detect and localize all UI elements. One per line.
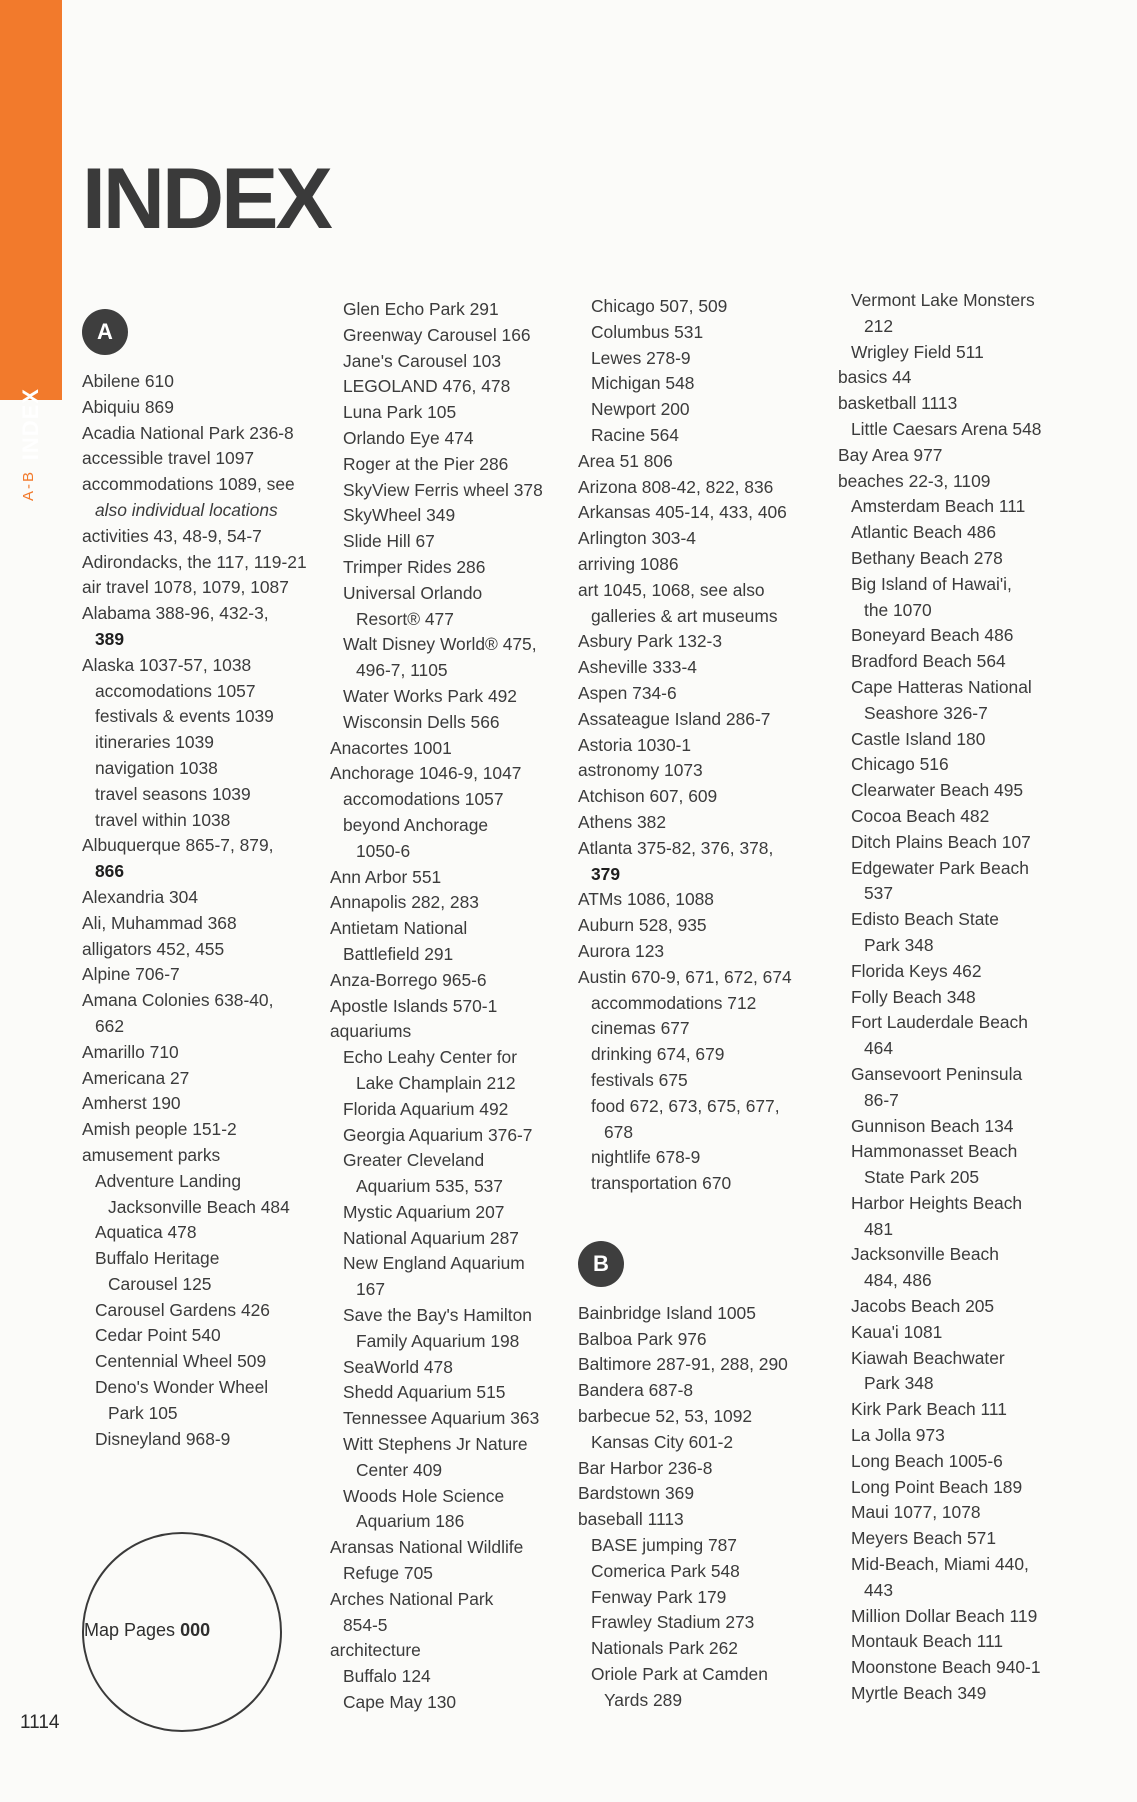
index-entry: Jacksonville Beach [851,1244,999,1265]
index-entry: Kaua'i 1081 [851,1321,943,1342]
index-entry: Austin 670-9, 671, 672, 674 [578,966,792,987]
index-entry: 484, 486 [864,1270,932,1291]
index-entry: Athens 382 [578,811,666,832]
index-side-tab-label: INDEX [18,388,43,461]
index-entry: Bradford Beach 564 [851,651,1006,672]
index-entry: 496-7, 1105 [356,660,448,681]
index-entry: Jane's Carousel 103 [343,350,502,371]
index-entry: Wrigley Field 511 [851,341,984,362]
index-entry: Vermont Lake Monsters [851,290,1035,310]
index-entry: Kirk Park Beach 111 [851,1399,1007,1420]
index-entry: 379 [591,863,621,884]
index-entry: Disneyland 968-9 [95,1428,231,1449]
page-number: 1114 [20,1712,60,1733]
index-entry: Maui 1077, 1078 [851,1502,981,1523]
index-entry: Alpine 706-7 [82,964,180,985]
index-entry: Hammonasset Beach [851,1141,1018,1162]
index-entry: Albuquerque 865-7, 879, [82,835,274,856]
index-entry: Arlington 303-4 [578,528,696,549]
index-entry: astronomy 1073 [578,760,703,781]
index-entry: Anchorage 1046-9, 1047 [330,763,522,784]
index-entry: 481 [864,1218,894,1239]
index-entry: Georgia Aquarium 376-7 [343,1124,533,1145]
index-entry: Area 51 806 [578,450,673,471]
index-entry: festivals 675 [591,1069,688,1090]
index-entry: transportation 670 [591,1173,732,1194]
index-entry: Bay Area 977 [838,444,943,465]
index-entry: State Park 205 [864,1167,980,1188]
index-entry: Gansevoort Peninsula [851,1063,1023,1084]
index-entry: galleries & art museums [591,605,778,626]
index-column-3 [578,294,823,1714]
index-entry: Baltimore 287-91, 288, 290 [578,1354,788,1375]
index-entry: accomodations 1057 [95,680,256,701]
index-entry: travel seasons 1039 [95,783,251,804]
index-entry: Balboa Park 976 [578,1328,707,1349]
map-pages-number: 000 [180,1620,211,1640]
index-entry: Mystic Aquarium 207 [343,1201,505,1222]
index-side-tab [0,0,62,400]
index-entry: Greater Cleveland [343,1150,485,1171]
index-entry: Nationals Park 262 [591,1638,738,1659]
index-entry: Shedd Aquarium 515 [343,1382,506,1403]
index-entry: 854-5 [343,1614,388,1635]
index-entry: Castle Island 180 [851,728,986,749]
index-entry: 537 [864,883,894,904]
index-entry: accommodations 1089, see [82,474,295,495]
index-entry: 678 [604,1121,634,1142]
index-entry: Aurora 123 [578,940,665,961]
index-entry: Montauk Beach 111 [851,1631,1004,1652]
index-entry: Trimper Rides 286 [343,556,486,577]
index-entry: Centennial Wheel 509 [95,1351,267,1372]
index-entry: BASE jumping 787 [591,1535,737,1556]
index-entry: Slide Hill 67 [343,531,435,552]
index-entry: Park 348 [864,1373,934,1394]
index-entry: Carousel Gardens 426 [95,1299,270,1320]
index-entry: Fenway Park 179 [591,1586,727,1607]
index-entry: arriving 1086 [578,553,679,574]
index-entry: Asbury Park 132-3 [578,631,723,652]
index-entry: architecture [330,1640,421,1661]
index-entry: Glen Echo Park 291 [343,299,499,319]
index-entry: Boneyard Beach 486 [851,625,1014,646]
index-entry: festivals & events 1039 [95,706,274,727]
index-entry: Alabama 388-96, 432-3, [82,603,269,624]
index-entry: Chicago 516 [851,754,949,775]
index-entry: Lake Champlain 212 [356,1072,516,1093]
index-entry: Michigan 548 [591,373,695,394]
index-entry: Asheville 333-4 [578,657,697,678]
index-entry: LEGOLAND 476, 478 [343,376,511,397]
index-entry: Assateague Island 286-7 [578,708,771,729]
index-entry: navigation 1038 [95,757,218,778]
index-entry: 866 [95,861,125,882]
index-entry: nightlife 678-9 [591,1147,701,1168]
index-entry: Kansas City 601-2 [591,1431,734,1452]
index-column-1 [82,305,327,1452]
index-entry: Acadia National Park 236-8 [82,422,294,443]
index-entry: Yards 289 [604,1689,682,1710]
index-entry: Annapolis 282, 283 [330,892,479,913]
index-entry: Center 409 [356,1459,443,1480]
index-entry: Roger at the Pier 286 [343,453,509,474]
index-entry: Ann Arbor 551 [330,866,442,887]
index-entry: Cocoa Beach 482 [851,805,990,826]
index-entry: Aspen 734-6 [578,682,677,703]
index-entry: baseball 1113 [578,1509,684,1530]
index-entry: Atchison 607, 609 [578,786,718,807]
index-entry: Newport 200 [591,399,690,420]
index-entry: Resort® 477 [356,608,454,629]
index-entry: Battlefield 291 [343,943,454,964]
index-entry: Jacksonville Beach 484 [108,1196,290,1217]
index-entry: air travel 1078, 1079, 1087 [82,577,289,598]
page-title: INDEX [82,151,330,247]
index-entry: Cedar Point 540 [95,1325,221,1346]
index-entry: Gunnison Beach 134 [851,1115,1014,1136]
index-entry: Bandera 687-8 [578,1380,694,1401]
index-entry: Columbus 531 [591,321,704,342]
index-entry: Kiawah Beachwater [851,1347,1005,1368]
index-entry: also individual locations [95,499,278,520]
index-entry: Refuge 705 [343,1563,433,1584]
index-entry: barbecue 52, 53, 1092 [578,1406,753,1427]
index-entry: Buffalo 124 [343,1666,431,1687]
index-entry: Bainbridge Island 1005 [578,1302,756,1323]
index-entry: Aquarium 186 [356,1511,465,1532]
index-entry: Moonstone Beach 940-1 [851,1657,1041,1678]
index-entry: Aransas National Wildlife [330,1537,524,1558]
index-entry: activities 43, 48-9, 54-7 [82,525,262,546]
index-entry: Family Aquarium 198 [356,1330,520,1351]
map-pages-text: Map Pages [84,1620,176,1640]
index-entry: Florida Keys 462 [851,960,982,981]
index-entry: Little Caesars Arena 548 [851,418,1042,439]
index-entry: Park 348 [864,934,934,955]
index-entry: Lewes 278-9 [591,347,691,368]
index-entry: Carousel 125 [108,1273,212,1294]
index-entry: Abilene 610 [82,371,174,391]
index-entry: Arizona 808-42, 822, 836 [578,476,774,497]
index-entry: Orlando Eye 474 [343,427,474,448]
index-entry: accomodations 1057 [343,789,504,810]
index-entry: 443 [864,1579,894,1600]
index-entry: Echo Leahy Center for [343,1047,518,1068]
index-entry: Witt Stephens Jr Nature [343,1434,528,1455]
index-entry: Arches National Park [330,1588,494,1609]
index-entry: accommodations 712 [591,992,757,1013]
index-entry: Auburn 528, 935 [578,915,707,936]
index-entry: Universal Orlando [343,582,483,603]
index-entry: drinking 674, 679 [591,1044,725,1065]
index-entry: Florida Aquarium 492 [343,1098,509,1119]
index-entry: 212 [864,315,894,336]
index-entry: Deno's Wonder Wheel [95,1377,269,1398]
index-entry: Abiquiu 869 [82,396,174,417]
index-entry: La Jolla 973 [851,1425,945,1446]
index-entry: Myrtle Beach 349 [851,1683,987,1704]
index-entry: basics 44 [838,367,912,388]
index-entry: SkyView Ferris wheel 378 [343,479,543,500]
index-entry: Aquatica 478 [95,1222,197,1243]
index-entry: National Aquarium 287 [343,1227,519,1248]
index-entry: Americana 27 [82,1067,190,1088]
index-entry: Bardstown 369 [578,1483,695,1504]
index-entry: itineraries 1039 [95,732,214,753]
index-entry: Comerica Park 548 [591,1560,740,1581]
index-entry: Astoria 1030-1 [578,734,692,755]
index-entry: beaches 22-3, 1109 [838,470,991,491]
index-entry: SeaWorld 478 [343,1356,453,1377]
index-entry: Amherst 190 [82,1093,181,1114]
index-entry: Amana Colonies 638-40, [82,990,274,1011]
index-entry: Racine 564 [591,424,679,445]
index-entry: Alexandria 304 [82,886,199,907]
index-entry: cinemas 677 [591,1018,690,1039]
index-entry: the 1070 [864,599,932,620]
index-entry: Anza-Borrego 965-6 [330,969,487,990]
index-entry: 167 [356,1279,386,1300]
index-entry: Harbor Heights Beach [851,1192,1023,1213]
index-entry: Fort Lauderdale Beach [851,1012,1028,1033]
index-entry: travel within 1038 [95,809,231,830]
index-entry: food 672, 673, 675, 677, [591,1095,780,1116]
index-entry: amusement parks [82,1144,221,1165]
index-entry: Jacobs Beach 205 [851,1296,995,1317]
index-entry: Cape May 130 [343,1692,457,1713]
index-entry: Oriole Park at Camden [591,1664,768,1685]
index-entry: Anacortes 1001 [330,737,452,758]
index-entry: New England Aquarium [343,1253,525,1274]
index-entry: Atlantic Beach 486 [851,522,997,543]
index-entry: Luna Park 105 [343,402,457,423]
index-entry: Apostle Islands 570-1 [330,995,498,1016]
index-entry: Cape Hatteras National [851,676,1032,697]
index-entry: Edgewater Park Beach [851,857,1029,878]
index-entry: beyond Anchorage [343,814,489,835]
index-entry: Save the Bay's Hamilton [343,1305,532,1326]
index-entry: Big Island of Hawai'i, [851,573,1012,594]
index-entry: Woods Hole Science [343,1485,505,1506]
index-entry: Ali, Muhammad 368 [82,912,237,933]
index-entry: Adventure Landing [95,1170,242,1191]
index-entry: Amish people 151-2 [82,1119,237,1140]
letter-badge: B [578,1241,624,1287]
index-entry: Buffalo Heritage [95,1248,220,1269]
index-entry: Edisto Beach State [851,909,999,930]
index-entry: 464 [864,1038,894,1059]
index-entry: Adirondacks, the 117, 119-21 [82,551,307,572]
index-entry: Greenway Carousel 166 [343,324,531,345]
index-entry: Atlanta 375-82, 376, 378, [578,837,774,858]
index-entry: Seashore 326-7 [864,702,988,723]
letter-badge: A [82,309,128,355]
index-entry: Tennessee Aquarium 363 [343,1408,540,1429]
index-entry: 389 [95,628,125,649]
letter-range-label: A-B [20,470,37,502]
index-entry: Bar Harbor 236-8 [578,1457,713,1478]
index-entry: Water Works Park 492 [343,685,517,706]
index-entry: Park 105 [108,1402,178,1423]
index-entry: Clearwater Beach 495 [851,780,1024,801]
index-column-4 [838,288,1083,1707]
index-entry: Bethany Beach 278 [851,547,1003,568]
index-entry: Wisconsin Dells 566 [343,711,500,732]
index-entry: Antietam National [330,918,468,939]
index-entry: Alaska 1037-57, 1038 [82,654,252,675]
index-entry: SkyWheel 349 [343,505,456,526]
index-entry: 662 [95,1015,125,1036]
index-entry: alligators 452, 455 [82,938,225,959]
index-entry: Amsterdam Beach 111 [851,496,1026,517]
index-entry: Long Point Beach 189 [851,1476,1023,1497]
index-entry: Folly Beach 348 [851,986,976,1007]
index-entry: Ditch Plains Beach 107 [851,831,1031,852]
index-entry: Million Dollar Beach 119 [851,1605,1038,1626]
index-entry: Meyers Beach 571 [851,1528,997,1549]
index-entry: Chicago 507, 509 [591,296,728,316]
map-pages-label [84,1620,210,1641]
index-entry: 86-7 [864,1089,899,1110]
index-entry: art 1045, 1068, see also [578,579,765,600]
index-entry: accessible travel 1097 [82,448,255,469]
index-entry: Walt Disney World® 475, [343,634,537,655]
index-entry: basketball 1113 [838,393,958,414]
index-entry: Arkansas 405-14, 433, 406 [578,502,787,523]
index-entry: 1050-6 [356,840,411,861]
index-entry: Long Beach 1005-6 [851,1450,1003,1471]
index-entry: Amarillo 710 [82,1041,179,1062]
index-entry: Aquarium 535, 537 [356,1176,503,1197]
index-entry: Frawley Stadium 273 [591,1612,755,1633]
index-entry: Mid-Beach, Miami 440, [851,1554,1029,1575]
section-spacer [578,1197,823,1237]
index-entry: ATMs 1086, 1088 [578,889,714,910]
index-entry: aquariums [330,1021,412,1042]
index-column-2 [330,297,575,1716]
